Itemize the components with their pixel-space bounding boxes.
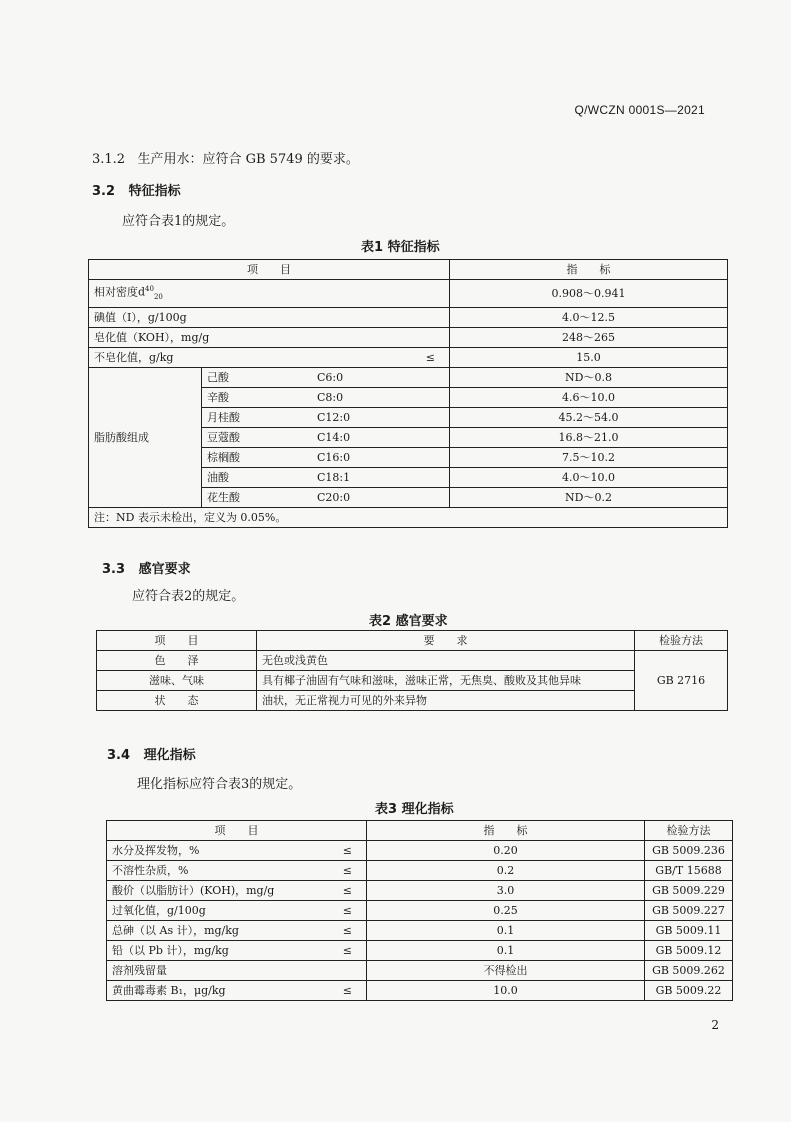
table-row: [97, 691, 728, 711]
row-value: 0.20: [367, 841, 645, 861]
le-symbol: ≤: [342, 944, 352, 957]
document-code: Q/WCZN 0001S—2021: [574, 103, 705, 117]
header-item: 项 目: [97, 631, 257, 651]
row-name: [89, 280, 450, 308]
header-item: 项 目: [107, 821, 367, 841]
fatty-acid-name: [202, 467, 450, 487]
table-row: [89, 367, 728, 387]
section-3-1-2: [92, 148, 359, 167]
section-title: 感官要求: [138, 562, 191, 577]
header-method: 检验方法: [645, 821, 733, 841]
section-title: 理化指标: [143, 748, 196, 763]
table-header-row: [89, 260, 728, 280]
fatty-acid-value: 7.5～10.2: [450, 447, 728, 467]
fatty-acid-code: C20:0: [317, 490, 351, 504]
le-symbol: ≤: [342, 984, 352, 997]
section-number: 3.4: [107, 748, 131, 763]
table-row: [89, 280, 728, 308]
table-note-row: [89, 507, 728, 527]
row-value: 0.908～0.941: [450, 280, 728, 308]
fatty-acid-name: [202, 387, 450, 407]
table-row: [107, 881, 733, 901]
table-row: [107, 961, 733, 981]
le-symbol: ≤: [342, 884, 352, 897]
page-number: 2: [711, 1018, 719, 1032]
fatty-acid-code: C16:0: [317, 450, 351, 464]
table3-caption: 表3 理化指标: [375, 802, 454, 817]
header-value: 指 标: [450, 260, 728, 280]
row-requirement: 具有椰子油固有气味和滋味，滋味正常，无焦臭、酸败及其他异味: [257, 671, 635, 691]
row-value: 248～265: [450, 327, 728, 347]
fatty-acid-code: C18:1: [317, 470, 351, 484]
section-3-4-heading: [107, 744, 196, 763]
header-requirement: 要 求: [257, 631, 635, 651]
section-number: 3.2: [92, 184, 116, 199]
fatty-acid-value: ND～0.2: [450, 487, 728, 507]
section-3-2-heading: [92, 180, 181, 199]
section-text: 生产用水：应符合 GB 5749 的要求。: [137, 152, 359, 167]
table-row: [107, 941, 733, 961]
density-subscript: 20: [153, 292, 163, 301]
row-value: 3.0: [367, 881, 645, 901]
fatty-acid-name: [202, 427, 450, 447]
fatty-acid-cn: 花生酸: [207, 490, 240, 504]
row-name-text: 不皂化值，g/kg: [94, 350, 174, 364]
le-symbol: ≤: [342, 844, 352, 857]
row-method: GB 5009.262: [645, 961, 733, 981]
row-name: [107, 901, 367, 921]
row-requirement: 无色或浅黄色: [257, 651, 635, 671]
row-value: 10.0: [367, 981, 645, 1001]
row-name: 皂化值（KOH），mg/g: [89, 327, 450, 347]
fatty-acid-code: C14:0: [317, 430, 351, 444]
row-name-text: 酸价（以脂肪计）(KOH)，mg/g: [112, 884, 275, 897]
table1-characteristic-indicators: [88, 259, 728, 528]
row-name-text: 过氧化值，g/100g: [112, 904, 206, 917]
table-row: [89, 347, 728, 367]
fatty-acid-name: [202, 447, 450, 467]
row-value: 0.2: [367, 861, 645, 881]
row-value: 0.1: [367, 921, 645, 941]
section-3-3-intro: 应符合表2的规定。: [132, 589, 245, 604]
row-method: GB 5009.11: [645, 921, 733, 941]
fatty-acid-value: ND～0.8: [450, 367, 728, 387]
le-symbol: ≤: [425, 350, 435, 364]
row-method: GB 5009.229: [645, 881, 733, 901]
row-name: [107, 941, 367, 961]
row-name: [107, 981, 367, 1001]
row-name-text: 总砷（以 As 计），mg/kg: [112, 924, 239, 937]
fatty-acid-cn: 油酸: [207, 470, 229, 484]
section-3-2-intro: 应符合表1的规定。: [122, 214, 235, 229]
table-row: [89, 307, 728, 327]
row-method: GB 5009.22: [645, 981, 733, 1001]
fatty-acid-value: 4.0～10.0: [450, 467, 728, 487]
row-name: [107, 921, 367, 941]
density-label: 相对密度d: [94, 285, 146, 299]
fatty-acid-code: C8:0: [317, 390, 344, 404]
row-item: 状 态: [97, 691, 257, 711]
row-name: [107, 861, 367, 881]
row-item: 滋味、气味: [97, 671, 257, 691]
row-name: [89, 347, 450, 367]
row-name: [107, 961, 367, 981]
fatty-acid-value: 45.2～54.0: [450, 407, 728, 427]
section-number: 3.1.2: [92, 152, 126, 167]
test-method: GB 2716: [635, 651, 728, 711]
section-number: 3.3: [102, 562, 126, 577]
row-method: GB/T 15688: [645, 861, 733, 881]
le-symbol: ≤: [342, 924, 352, 937]
table2-sensory-requirements: [96, 630, 728, 711]
row-value: 0.1: [367, 941, 645, 961]
row-value: 0.25: [367, 901, 645, 921]
table-row: [89, 327, 728, 347]
table-header-row: [107, 821, 733, 841]
table-row: [97, 671, 728, 691]
density-superscript: 40: [145, 285, 154, 293]
row-method: GB 5009.227: [645, 901, 733, 921]
table-row: [107, 901, 733, 921]
fatty-acid-group-label: 脂肪酸组成: [89, 367, 202, 507]
section-3-4-intro: 理化指标应符合表3的规定。: [137, 777, 302, 792]
fatty-acid-cn: 月桂酸: [207, 410, 240, 424]
table-header-row: [97, 631, 728, 651]
row-name-text: 水分及挥发物，%: [112, 844, 200, 857]
fatty-acid-cn: 己酸: [207, 370, 229, 384]
header-method: 检验方法: [635, 631, 728, 651]
row-item: 色 泽: [97, 651, 257, 671]
table1-caption: 表1 特征指标: [361, 240, 440, 255]
row-value: 不得检出: [367, 961, 645, 981]
table-note: 注：ND 表示未检出，定义为 0.05%。: [89, 507, 728, 527]
fatty-acid-code: C6:0: [317, 370, 344, 384]
table-row: [107, 861, 733, 881]
fatty-acid-cn: 棕榈酸: [207, 450, 240, 464]
le-symbol: ≤: [342, 904, 352, 917]
fatty-acid-value: 16.8～21.0: [450, 427, 728, 447]
fatty-acid-code: C12:0: [317, 410, 351, 424]
header-value: 指 标: [367, 821, 645, 841]
row-requirement: 油状，无正常视力可见的外来异物: [257, 691, 635, 711]
row-name-text: 铅（以 Pb 计），mg/kg: [112, 944, 229, 957]
fatty-acid-name: [202, 367, 450, 387]
row-name-text: 不溶性杂质，%: [112, 864, 189, 877]
fatty-acid-value: 4.6～10.0: [450, 387, 728, 407]
fatty-acid-cn: 辛酸: [207, 390, 229, 404]
le-symbol: ≤: [342, 864, 352, 877]
table-row: [107, 981, 733, 1001]
section-title: 特征指标: [128, 184, 181, 199]
fatty-acid-cn: 豆蔻酸: [207, 430, 240, 444]
table-row: [107, 841, 733, 861]
table-row: [97, 651, 728, 671]
fatty-acid-name: [202, 407, 450, 427]
fatty-acid-name: [202, 487, 450, 507]
row-method: GB 5009.236: [645, 841, 733, 861]
row-value: 4.0～12.5: [450, 307, 728, 327]
row-name-text: 溶剂残留量: [112, 964, 167, 977]
table-row: [107, 921, 733, 941]
row-value: 15.0: [450, 347, 728, 367]
table2-caption: 表2 感官要求: [369, 614, 448, 629]
row-name: [107, 841, 367, 861]
row-name: [107, 881, 367, 901]
section-3-3-heading: [102, 558, 191, 577]
row-name-text: 黄曲霉毒素 B₁，μg/kg: [112, 984, 226, 997]
table3-physicochemical-indicators: [106, 820, 733, 1001]
header-item: 项 目: [89, 260, 450, 280]
row-name: 碘值（I），g/100g: [89, 307, 450, 327]
row-method: GB 5009.12: [645, 941, 733, 961]
